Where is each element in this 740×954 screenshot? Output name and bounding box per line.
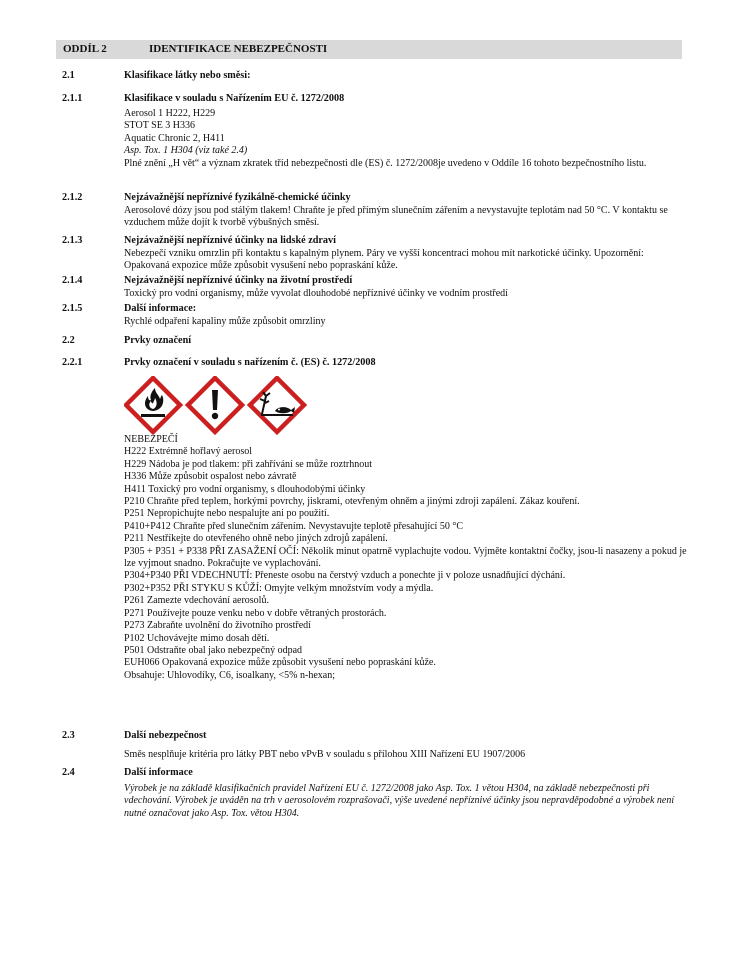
heading-number: 2.1 xyxy=(62,70,75,81)
classification-line: Aquatic Chronic 2, H411 xyxy=(124,132,225,144)
h-statement: H229 Nádoba je pod tlakem: při zahřívání se může roztrhnout xyxy=(124,458,372,470)
environment-icon xyxy=(250,378,304,432)
p-statement: P305 + P351 + P338 PŘI ZASAŽENÍ OČÍ: Několik minut opatrně vyplachujte vodou. Vyjměte kontaktní čočky, jsou-li nasazeny a pokud je lze vyjmout snadno. Pokračujte ve vyplachování. xyxy=(124,545,687,570)
heading-number: 2.1.2 xyxy=(62,192,83,203)
heading-number: 2.2 xyxy=(62,335,75,346)
p-statement: P410+P412 Chraňte před slunečním zářením. Nevystavujte teplotě přesahující 50 °C xyxy=(124,520,464,532)
heading-number: 2.1.4 xyxy=(62,275,83,286)
heading-title: Nejzávažnější nepříznivé účinky na životní prostředí xyxy=(124,275,353,286)
euh-statement: EUH066 Opakovaná expozice může způsobit vysušení nebo popraskání kůže. xyxy=(124,657,436,669)
classification-line: Aerosol 1 H222, H229 xyxy=(124,108,216,119)
classification-block xyxy=(124,108,689,170)
label-elements-list xyxy=(124,434,689,682)
contains-statement: Obsahuje: Uhlovodíky, C6, isoalkany, <5% n-hexan; xyxy=(124,669,335,681)
heading-title: Nejzávažnější nepříznivé fyzikálně-chemické účinky xyxy=(124,192,351,203)
h-statement: H336 Může způsobit ospalost nebo závratě xyxy=(124,471,297,483)
classification-line: STOT SE 3 H336 xyxy=(124,120,196,132)
p-statement: P302+P352 PŘI STYKU S KŮŽÍ: Omyjte velkým množstvím vody a mýdla. xyxy=(124,582,434,594)
physchem-effects-text: Aerosolové dózy jsou pod stálým tlakem! Chraňte je před přímým slunečním zářením a nevystavujte teplotám nad 50 °C. V kontaktu se vzduchem může dojít k tvorbě výbušných směsí. xyxy=(124,205,668,229)
p-statement: P211 Nestříkejte do otevřeného ohně nebo jiných zdrojů zapálení. xyxy=(124,533,388,545)
flame-icon xyxy=(126,378,180,432)
environment-effects-text: Toxický pro vodní organismy, může vyvolat dlouhodobé nepříznivé účinky ve vodním prostředí xyxy=(124,288,508,299)
exclamation-icon xyxy=(188,378,242,432)
ghs-pictograms xyxy=(124,376,324,436)
heading-title: Nejzávažnější nepříznivé účinky na lidské zdraví xyxy=(124,235,336,246)
section-number: ODDÍL 2 xyxy=(63,43,107,55)
section-title: IDENTIFIKACE NEBEZPEČNOSTI xyxy=(149,43,328,55)
heading-title: Další informace: xyxy=(124,303,197,314)
classification-line-italic: Asp. Tox. 1 H304 (viz také 2.4) xyxy=(124,145,248,157)
heading-number: 2.1.5 xyxy=(62,303,83,314)
heading-title: Prvky označení xyxy=(124,335,192,346)
heading-number: 2.1.3 xyxy=(62,235,83,246)
heading-title: Prvky označení v souladu s nařízením č. (ES) č. 1272/2008 xyxy=(124,357,376,368)
heading-number: 2.2.1 xyxy=(62,357,83,368)
heading-number: 2.3 xyxy=(62,730,75,741)
heading-title: Další informace xyxy=(124,767,193,778)
classification-note: Plné znění „H vět“ a význam zkratek tříd nebezpečnosti dle (ES) č. 1272/2008je uvedeno v Oddíle 16 tohoto bezpečnostního listu. xyxy=(124,157,647,169)
p-statement: P273 Zabraňte uvolnění do životního prostředí xyxy=(124,620,311,632)
heading-title: Klasifikace látky nebo směsi: xyxy=(124,70,251,81)
p-statement: P261 Zamezte vdechování aerosolů. xyxy=(124,595,269,607)
p-statement: P501 Odstraňte obal jako nebezpečný odpad xyxy=(124,644,303,656)
p-statement: P251 Nepropichujte nebo nespalujte ani po použití. xyxy=(124,508,330,520)
p-statement: P304+P340 PŘI VDECHNUTÍ: Přeneste osobu na čerstvý vzduch a ponechte ji v poloze usnadňující dýchání. xyxy=(124,570,566,582)
health-effects-text: Nebezpečí vzniku omrzlin při kontaktu s kapalným plynem. Páry ve vyšší koncentraci mohou mít narkotické účinky. Upozornění: Opakovaná expozice může způsobit vysušení nebo popraskání kůže. xyxy=(124,248,644,272)
section-header xyxy=(56,40,682,59)
p-statement: P271 Používejte pouze venku nebo v dobře větraných prostorách. xyxy=(124,607,387,619)
heading-title: Klasifikace v souladu s Nařízením EU č. 1272/2008 xyxy=(124,93,345,104)
further-info-text: Výrobek je na základě klasifikačních pravidel Nařízení EU č. 1272/2008 jako Asp. Tox. 1 větou H304, na základě nebezpečnosti při vdechování. Výrobek je uváděn na trh v aerosolovém rozprašovači, výše uvedené nepříznivé účinky jsou nepravděpodobné a výrobek není nutné označovat jako Asp. Tox. větou H304. xyxy=(124,783,675,819)
h-statement: H222 Extrémně hořlavý aerosol xyxy=(124,446,253,458)
signal-word: NEBEZPEČÍ xyxy=(124,434,178,445)
p-statement: P210 Chraňte před teplem, horkými povrchy, jiskrami, otevřeným ohněm a jinými zdroji zapálení. Zákaz kouření. xyxy=(124,496,580,508)
other-info-text: Rychlé odpaření kapaliny může způsobit omrzliny xyxy=(124,316,326,327)
ghs-pictogram-group xyxy=(124,376,324,436)
p-statement: P102 Uchovávejte mimo dosah dětí. xyxy=(124,632,270,644)
heading-title: Další nebezpečnost xyxy=(124,730,207,741)
h-statement: H411 Toxický pro vodní organismy, s dlouhodobými účinky xyxy=(124,483,366,495)
other-hazards-text: Směs nesplňuje kritéria pro látky PBT nebo vPvB v souladu s přílohou XIII Nařízení EU 1907/2006 xyxy=(124,749,526,760)
heading-number: 2.4 xyxy=(62,767,75,778)
heading-number: 2.1.1 xyxy=(62,93,83,104)
